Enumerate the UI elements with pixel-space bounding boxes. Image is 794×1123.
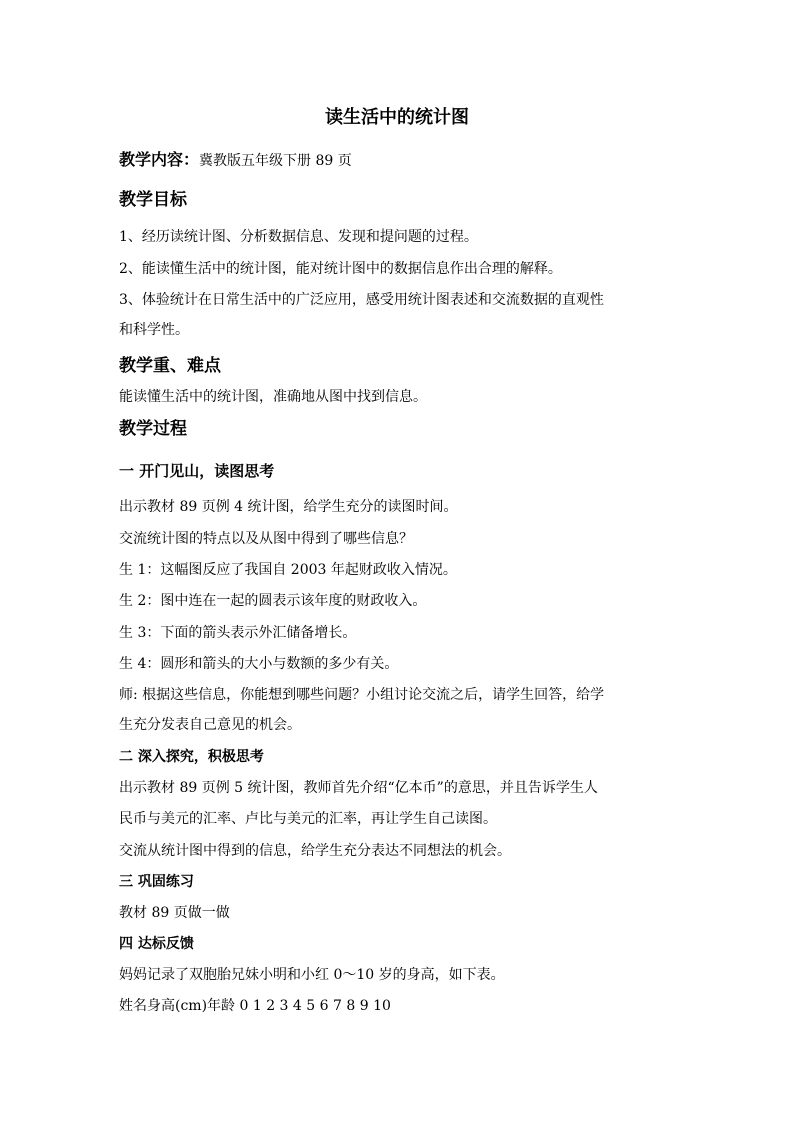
section1-line: 生 1：这幅图反应了我国自 2003 年起财政收入情况。 [119,562,457,578]
goal-item: 3、体验统计在日常生活中的广泛应用，感受用统计图表述和交流数据的直观性 [119,292,604,308]
process-heading: 教学过程 [119,419,187,439]
section2-heading: 二 深入探究，积极思考 [119,749,264,765]
key-points-text: 能读懂生活中的统计图，准确地从图中找到信息。 [119,389,427,405]
section2-line: 民币与美元的汇率、卢比与美元的汇率，再让学生自己读图。 [119,811,497,827]
key-points-heading: 教学重、难点 [119,356,221,376]
goal-item-continuation: 和科学性。 [119,322,189,338]
teaching-content-line [119,151,352,170]
goal-item: 1、经历读统计图、分析数据信息、发现和提问题的过程。 [119,229,478,245]
section1-line: 生充分发表自己意见的机会。 [119,717,301,733]
section1-line: 师: 根据这些信息，你能想到哪些问题？小组讨论交流之后，请学生回答，给学 [119,687,605,703]
section1-line: 交流统计图的特点以及从图中得到了哪些信息？ [119,531,413,547]
section2-line: 出示教材 89 页例 5 统计图，教师首先介绍“亿本币”的意思，并且告诉学生人 [119,780,598,796]
section2-line: 交流从统计图中得到的信息，给学生充分表达不同想法的机会。 [119,843,511,859]
goal-item: 2、能读懂生活中的统计图，能对统计图中的数据信息作出合理的解释。 [119,261,562,277]
section1-line: 出示教材 89 页例 4 统计图，给学生充分的读图时间。 [119,499,458,515]
section1-line: 生 2：图中连在一起的圆表示该年度的财政收入。 [119,593,427,609]
document-title: 读生活中的统计图 [325,107,469,128]
goals-heading: 教学目标 [119,190,187,210]
section1-line: 生 3：下面的箭头表示外汇储备增长。 [119,625,357,641]
section4-line: 姓名身高(cm)年龄 0 1 2 3 4 5 6 7 8 9 10 [119,998,391,1014]
teaching-content-label: 教学内容： [119,150,200,169]
section3-heading: 三 巩固练习 [119,874,194,890]
section1-line: 生 4：圆形和箭头的大小与数额的多少有关。 [119,656,399,672]
section1-heading: 一 开门见山，读图思考 [119,462,275,480]
section4-line: 妈妈记录了双胞胎兄妹小明和小红 0～10 岁的身高，如下表。 [119,967,505,983]
section3-line: 教材 89 页做一做 [119,905,230,921]
teaching-content-value: 冀教版五年级下册 89 页 [199,153,352,169]
section4-heading: 四 达标反馈 [119,936,194,952]
